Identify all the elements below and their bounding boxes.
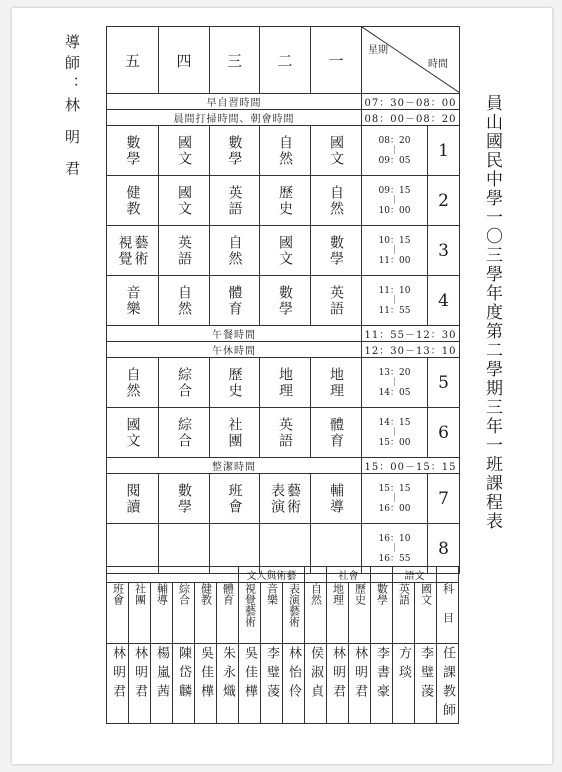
subject-label: 自然 [176, 284, 192, 317]
subject-cell-thu [159, 474, 210, 524]
subject-label: 社團 [226, 416, 243, 449]
subject-name: 輔導 [155, 583, 169, 605]
subject-name: 視覺藝術 [243, 583, 257, 627]
period-sep: ｜ [389, 245, 399, 256]
subject-label: 地理 [328, 366, 344, 399]
teacher-table-corner [437, 583, 459, 644]
period-sep: ｜ [389, 493, 399, 504]
period-time [362, 276, 428, 326]
period-start: 08：20 [378, 135, 411, 146]
subject-cell-fri [107, 176, 159, 226]
group-blank-nature [305, 567, 327, 583]
corner-item-label: 目 [441, 612, 455, 623]
corner-subject-label: 科 [441, 583, 455, 594]
period-row [107, 226, 460, 276]
subject-cell-thu [159, 276, 210, 326]
subject-label: 英語 [226, 184, 243, 217]
subject-cell-tue [260, 176, 311, 226]
class-schedule-table [106, 26, 460, 574]
period-sep: ｜ [389, 427, 399, 438]
teacher-name: 吳佳樺 [198, 646, 213, 703]
period-row [107, 126, 460, 176]
period-start: 15：15 [378, 483, 411, 494]
teacher-name: 楊嵐茜 [154, 646, 169, 703]
subject-name: 健教 [199, 583, 213, 605]
subject-name: 英語 [397, 583, 411, 605]
teacher-name: 林明君 [330, 646, 345, 703]
period-number: 6 [428, 408, 460, 458]
subject-header-cell [261, 583, 283, 644]
subject-label: 英語 [176, 234, 192, 267]
subject-label: 綜合 [176, 366, 192, 399]
subject-label: 藝術表演 [269, 482, 301, 515]
period-number: 3 [428, 226, 460, 276]
period-sep: ｜ [389, 295, 399, 306]
period-time [362, 176, 428, 226]
teacher-name: 侯淑貞 [308, 646, 323, 703]
teacher-name-cell [393, 644, 415, 724]
period-end: 14：05 [378, 387, 411, 398]
teacher-name-cell [151, 644, 173, 724]
subject-cell-wed [210, 474, 260, 524]
period-time [362, 358, 428, 408]
teacher-name-cell [371, 644, 393, 724]
group-blank-corner [437, 567, 459, 583]
subject-name: 音樂 [265, 583, 279, 605]
subject-header-cell [173, 583, 195, 644]
subject-cell-mon [311, 226, 362, 276]
period-row [107, 358, 460, 408]
teacher-name-cell [415, 644, 437, 724]
subject-label: 國文 [176, 184, 192, 217]
subject-cell-wed [210, 358, 260, 408]
corner-time-label: 時間 [428, 59, 448, 70]
teacher-name-cell [327, 644, 349, 724]
subject-name: 表演藝術 [287, 583, 301, 627]
subject-header-cell [195, 583, 217, 644]
subject-cell-mon [311, 126, 362, 176]
subject-cell-fri [107, 276, 159, 326]
arts-group-label: 文人與術藝 [239, 567, 305, 583]
period-number: 5 [428, 358, 460, 408]
weekday-tue: 二 [260, 27, 311, 94]
subject-cell-thu [159, 226, 210, 276]
teacher-name-cell [217, 644, 239, 724]
teacher-name-cell [239, 644, 261, 724]
subject-label: 自然 [124, 366, 141, 399]
teacher-name: 陳岱麟 [176, 646, 191, 703]
period-sep: ｜ [389, 195, 399, 206]
subject-label: 國文 [277, 234, 293, 267]
period-end: 16：00 [378, 503, 411, 514]
period-start: 14：15 [378, 417, 411, 428]
subject-name: 自然 [309, 583, 323, 605]
subject-cell-thu [159, 358, 210, 408]
subject-cell-tue [260, 276, 311, 326]
subject-cell-tue [260, 408, 311, 458]
homeroom-teacher-label: 導師：林 明 君 [63, 34, 81, 182]
subject-label: 班會 [226, 482, 243, 515]
teacher-table-header-row [107, 583, 459, 644]
period-start: 09：15 [378, 185, 411, 196]
period-end: 09：05 [378, 155, 411, 166]
teacher-name: 朱永熾 [220, 646, 235, 703]
period-end: 10：00 [378, 205, 411, 216]
subject-cell-thu [159, 176, 210, 226]
subject-name: 班會 [111, 583, 125, 605]
subject-cell-fri [107, 126, 159, 176]
period-row [107, 474, 460, 524]
cleaning-assembly-label: 晨間打掃時間、朝會時間 [107, 110, 362, 126]
teacher-table-name-row [107, 644, 459, 724]
subject-label: 自然 [226, 234, 243, 267]
period-row [107, 176, 460, 226]
subject-cell-mon [311, 276, 362, 326]
subject-cell-thu [159, 408, 210, 458]
nap-label: 午休時間 [107, 342, 362, 358]
subject-cell-tue [260, 226, 311, 276]
period-start: 11：10 [378, 285, 411, 296]
header-corner-cell [362, 27, 460, 94]
subject-teacher-table [106, 566, 459, 724]
subject-label: 體育 [226, 284, 243, 317]
period-time [362, 126, 428, 176]
subject-cell-tue [260, 126, 311, 176]
teacher-group-row [107, 567, 459, 583]
subject-label: 數學 [176, 482, 192, 515]
subject-label: 音樂 [124, 284, 141, 317]
subject-label: 數學 [124, 134, 141, 167]
subject-header-cell [151, 583, 173, 644]
subject-label: 綜合 [176, 416, 192, 449]
subject-cell-mon [311, 358, 362, 408]
period-end: 11：55 [378, 305, 411, 316]
subject-header-cell [129, 583, 151, 644]
subject-header-cell [371, 583, 393, 644]
subject-cell-tue [260, 474, 311, 524]
subject-cell-fri [107, 408, 159, 458]
subject-label: 國文 [124, 416, 141, 449]
weekday-fri: 五 [107, 27, 159, 94]
period-number: 7 [428, 474, 460, 524]
teacher-row-text: 任課教師 [440, 646, 455, 722]
subject-name: 數學 [375, 583, 389, 605]
subject-name: 國文 [419, 583, 433, 605]
period-time [362, 226, 428, 276]
society-group-label: 社會 [327, 567, 371, 583]
period-end: 16：55 [378, 553, 411, 564]
teacher-name: 林明君 [352, 646, 367, 703]
subject-header-cell [305, 583, 327, 644]
subject-header-cell [327, 583, 349, 644]
subject-cell-wed [210, 276, 260, 326]
teacher-row-label [437, 644, 459, 724]
subject-header-cell [239, 583, 261, 644]
period-number: 2 [428, 176, 460, 226]
teacher-name-cell [283, 644, 305, 724]
subject-label: 英語 [277, 416, 293, 449]
period-number: 8 [428, 524, 460, 574]
morning-study-label: 早自習時間 [107, 94, 362, 110]
subject-cell-wed [210, 176, 260, 226]
period-sep: ｜ [389, 377, 399, 388]
tidy-label: 整潔時間 [107, 458, 362, 474]
period-sep: ｜ [389, 145, 399, 156]
teacher-name: 方琰 [396, 646, 411, 684]
subject-label: 地理 [277, 366, 293, 399]
cleaning-assembly-time: 08：00－08：20 [362, 110, 460, 126]
subject-label: 歷史 [277, 184, 293, 217]
subject-label: 英語 [328, 284, 344, 317]
weekday-mon: 一 [311, 27, 362, 94]
subject-label: 體育 [328, 416, 344, 449]
teacher-name: 吳佳樺 [242, 646, 257, 703]
subject-cell-fri [107, 226, 159, 276]
period-start: 13：20 [378, 367, 411, 378]
teacher-name-cell [349, 644, 371, 724]
teacher-name-cell [195, 644, 217, 724]
teacher-name-cell [107, 644, 129, 724]
subject-cell-mon [311, 408, 362, 458]
teacher-name: 林怡伶 [286, 646, 301, 703]
period-time [362, 474, 428, 524]
subject-header-cell [393, 583, 415, 644]
teacher-name-cell [173, 644, 195, 724]
corner-week-label: 星期 [368, 45, 388, 56]
subject-label: 國文 [176, 134, 192, 167]
subject-label: 自然 [277, 134, 293, 167]
subject-header-cell [217, 583, 239, 644]
teacher-name-cell [129, 644, 151, 724]
language-group-label: 語文 [393, 567, 437, 583]
subject-name: 地理 [331, 583, 345, 605]
lunch-time: 11：55－12：30 [362, 326, 460, 342]
teacher-name: 李璧蓤 [264, 646, 279, 703]
subject-cell-thu [159, 126, 210, 176]
period-number: 4 [428, 276, 460, 326]
teacher-name: 李璧蓤 [418, 646, 433, 703]
period-number: 1 [428, 126, 460, 176]
period-end: 15：00 [378, 437, 411, 448]
period-time [362, 408, 428, 458]
period-end: 11：00 [378, 255, 411, 266]
subject-label: 閱讀 [124, 482, 141, 515]
group-blank-math [371, 567, 393, 583]
period-row [107, 408, 460, 458]
subject-cell-wed [210, 126, 260, 176]
subject-label: 數學 [328, 234, 344, 267]
weekday-header-row [107, 27, 460, 94]
teacher-name: 林明君 [132, 646, 147, 703]
nap-time: 12：30－13：10 [362, 342, 460, 358]
teacher-name-cell [305, 644, 327, 724]
teacher-name-cell [261, 644, 283, 724]
subject-label: 數學 [226, 134, 243, 167]
subject-cell-wed [210, 226, 260, 276]
subject-label: 數學 [277, 284, 293, 317]
subject-label: 藝術視覺 [116, 234, 149, 267]
weekday-thu: 四 [159, 27, 210, 94]
teacher-name: 林明君 [110, 646, 125, 703]
subject-cell-mon [311, 474, 362, 524]
period-start: 10：15 [378, 235, 411, 246]
period-row [107, 276, 460, 326]
subject-name: 社團 [133, 583, 147, 605]
subject-name: 歷史 [353, 583, 367, 605]
subject-cell-wed [210, 408, 260, 458]
period-sep: ｜ [389, 543, 399, 554]
subject-header-cell [349, 583, 371, 644]
weekday-wed: 三 [210, 27, 260, 94]
subject-label: 歷史 [226, 366, 243, 399]
subject-header-cell [283, 583, 305, 644]
subject-label: 國文 [328, 134, 344, 167]
subject-cell-mon [311, 176, 362, 226]
morning-study-time: 07：30－08：00 [362, 94, 460, 110]
period-start: 16：10 [378, 533, 411, 544]
teacher-name: 李書豪 [374, 646, 389, 703]
lunch-label: 午餐時間 [107, 326, 362, 342]
subject-label: 輔導 [328, 482, 344, 515]
subject-name: 體育 [221, 583, 235, 605]
tidy-time: 15：00－15：15 [362, 458, 460, 474]
subject-header-cell [107, 583, 129, 644]
subject-cell-tue [260, 358, 311, 408]
group-blank [107, 567, 239, 583]
subject-name: 綜合 [177, 583, 191, 605]
subject-header-cell [415, 583, 437, 644]
subject-cell-fri [107, 474, 159, 524]
timetable-title: 員山國民中學一〇三學年度第二學期三年一班課程表 [482, 94, 502, 531]
subject-label: 健教 [124, 184, 141, 217]
subject-cell-fri [107, 358, 159, 408]
subject-label: 自然 [328, 184, 344, 217]
